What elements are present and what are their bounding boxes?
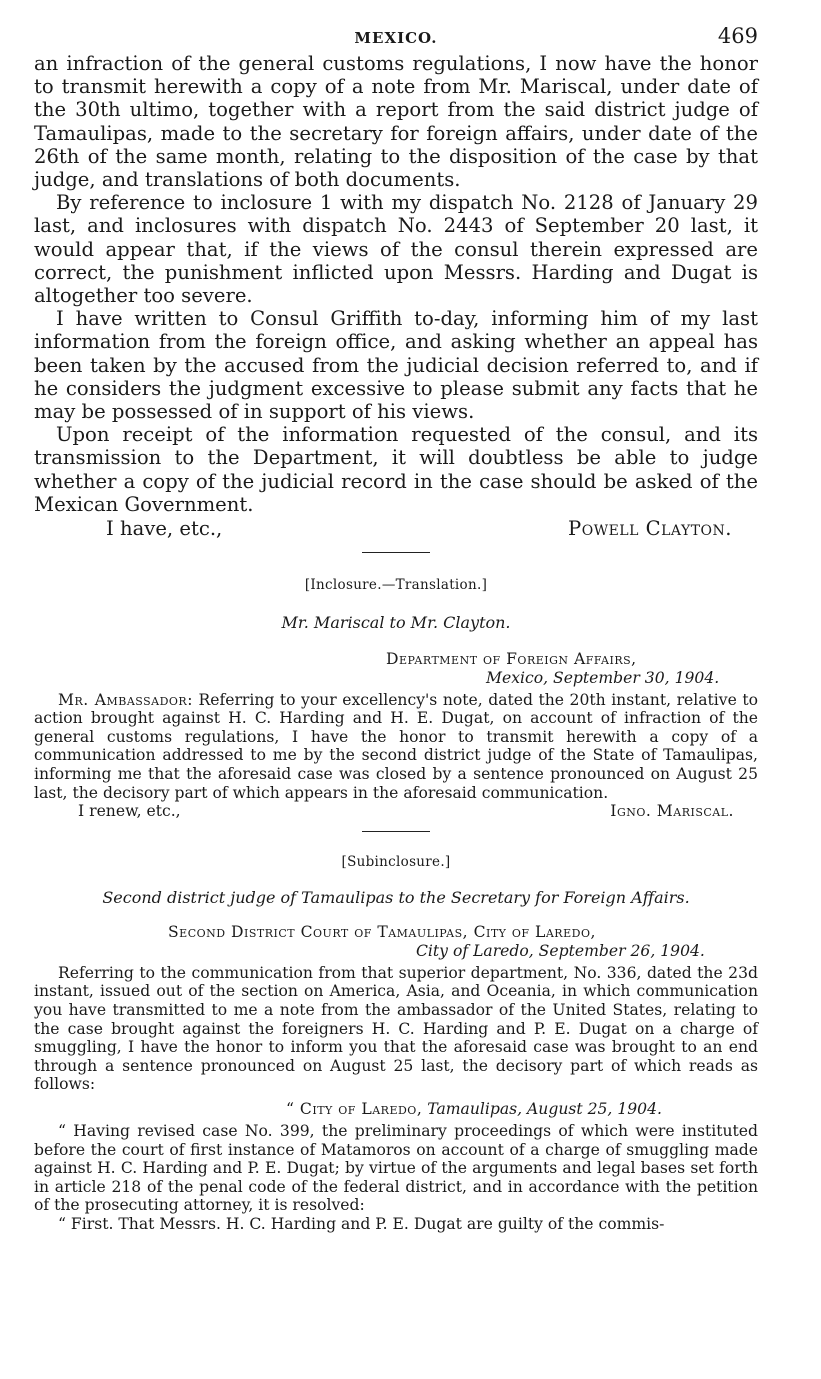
letter-paragraph: an infraction of the general customs regulations, I now have the honor to transmit herewith a copy of a note from Mr. Mariscal, under date of the 30th ultimo, together with a report from the said district judge of Tamaulipas, made to the secretary for foreign affairs, under date of the 26th of the same month, relating to the disposition of the case by that judge, and translations of both documents.: [34, 52, 758, 192]
inclosure-signoff: [34, 802, 758, 821]
letter-body: [34, 52, 758, 516]
subinclosure-body: [34, 964, 758, 1094]
judgment-quote: [34, 1122, 758, 1234]
inclosure-label: [Inclosure.—Translation.]: [304, 577, 488, 594]
section-divider: [362, 831, 430, 832]
judgment-text: “ Having revised case No. 399, the preliminary proceedings of which were instituted before the court of first instance of Matamoros on account of a charge of smuggling made against H. C. Harding and P. E. Dugat; by virtue of the arguments and legal bases set forth in article 218 of the penal code of the federal district, and in accordance with the petition of the prosecuting attorney, it is resolved:: [34, 1121, 758, 1215]
subinclosure-heading: Second district judge of Tamaulipas to the Secretary for Foreign Affairs.: [102, 888, 690, 908]
subinclosure-address: [34, 923, 758, 961]
inclosure-address: [34, 650, 758, 688]
inclosure-body: [34, 691, 758, 803]
running-title: MEXICO.: [354, 29, 438, 47]
letter-signoff: [34, 517, 758, 540]
inclosure-text: Referring to your excellency's note, dated the 20th instant, relative to action brought against H. C. Harding and H. E. Dugat, on account of infraction of the general customs regulations, I have the honor to transmit herewith a copy of a communication addressed to me by the second district judge of the State of Tamaulipas, informing me that the aforesaid case was closed by a sentence pronounced on August 25 last, the decisory part of which appears in the aforesaid communication.: [34, 690, 758, 802]
letter-paragraph: By reference to inclosure 1 with my dispatch No. 2128 of January 29 last, and inclosures with dispatch No. 2443 of September 20 last, it would appear that, if the views of the consul therein expressed are correct, the punishment inflicted upon Messrs. Harding and Dugat is altogether too severe.: [34, 191, 758, 308]
inclosure-signature: Igno. Mariscal.: [610, 802, 734, 821]
inclosure-address-line2: Mexico, September 30, 1904.: [486, 668, 720, 687]
subinclosure-text: Referring to the communication from that superior department, No. 336, dated the 23d instant, issued out of the section on America, Asia, and Oceania, in which communication you have transmitted to me a note from the ambassador of the United States, relating to the case brought against the foreigners H. C. Harding and P. E. Dugat on a charge of smuggling, I have the honor to inform you that the aforesaid case was brought to an end through a sentence pronounced on August 25 last, the decisory part of which reads as follows:: [34, 963, 758, 1094]
inclosure-heading: Mr. Mariscal to Mr. Clayton.: [281, 613, 511, 633]
letter-closing: I have, etc.,: [106, 517, 223, 541]
document-page: [34, 24, 758, 1234]
dateline-date: Tamaulipas, August 25, 1904.: [427, 1099, 662, 1118]
letter-paragraph: I have written to Consul Griffith to-day, informing him of my last information from the foreign office, and asking whether an appeal has been taken by the accused from the judicial decision referred to, and if he considers the judgment excessive to please submit any facts that he may be possessed of in support of his views.: [34, 307, 758, 424]
section-divider: [362, 552, 430, 553]
page-number: 469: [717, 24, 758, 48]
letter-signature: Powell Clayton.: [568, 517, 732, 541]
dateline-place: “ City of Laredo,: [286, 1099, 423, 1118]
judgment-dateline: [34, 1100, 758, 1119]
inclosure-address-line1: Department of Foreign Affairs,: [386, 650, 637, 669]
inclosure-salutation: Mr. Ambassador:: [58, 690, 193, 709]
judgment-first: “ First. That Messrs. H. C. Harding and P. E. Dugat are guilty of the commis-: [58, 1214, 665, 1233]
inclosure-closing: I renew, etc.,: [78, 802, 181, 821]
subinclosure-address-line1: Second District Court of Tamaulipas, City of Laredo,: [168, 923, 596, 942]
page-header: [34, 24, 758, 52]
subinclosure-address-line2: City of Laredo, September 26, 1904.: [416, 942, 705, 961]
letter-paragraph: Upon receipt of the information requested of the consul, and its transmission to the Department, it will doubtless be able to judge whether a copy of the judicial record in the case should be asked of the Mexican Government.: [34, 423, 758, 516]
subinclosure-label: [Subinclosure.]: [341, 854, 451, 871]
